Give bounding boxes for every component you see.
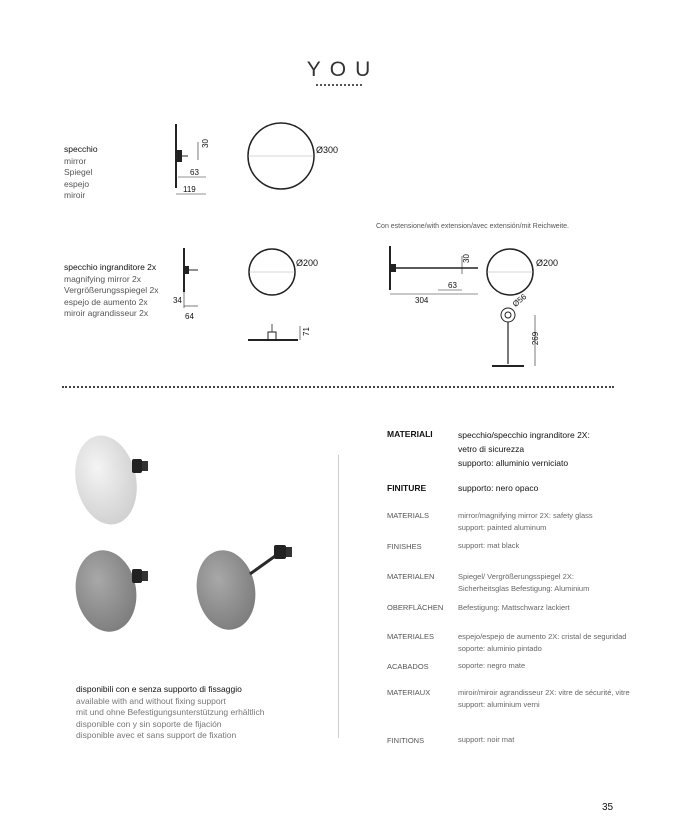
- dim-71: 71: [301, 327, 311, 336]
- availability-caption: [76, 684, 265, 742]
- ext-dim-304: 304: [415, 296, 429, 305]
- product-2-fr: miroir agrandisseur 2x: [64, 308, 149, 318]
- caption-de: mit und ohne Befestigungsunterstützung erhältlich: [76, 707, 265, 717]
- column-divider: [338, 455, 339, 738]
- spec-materiali-key: MATERIALI: [387, 429, 433, 439]
- spec-materialen-key: MATERIALEN: [387, 572, 435, 581]
- spec-materials-key: MATERIALS: [387, 511, 429, 520]
- spec-materials-line: support: painted aluminum: [458, 522, 547, 532]
- spec-finiture-key: FINITURE: [387, 483, 427, 493]
- spec-materiales-line: espejo/espejo de aumento 2X: cristal de seguridad: [458, 632, 627, 641]
- mirror-photo-white: [70, 432, 160, 532]
- magnifier-front-drawing: [248, 248, 298, 298]
- page-number: 35: [602, 802, 614, 813]
- spec-materiaux-key: MATERIAUX: [387, 688, 431, 697]
- dim-64: 64: [185, 312, 194, 321]
- spec-oberflachen-key: OBERFLÄCHEN: [387, 603, 444, 612]
- spec-materiaux-line: support: aluminium verni: [458, 699, 540, 709]
- mirror-front-drawing: [247, 122, 317, 192]
- extension-note: Con estensione/with extension/avec extensión/mit Reichweite.: [376, 223, 569, 230]
- dim-30: 30: [200, 139, 210, 148]
- spec-acabados-key: ACABADOS: [387, 662, 429, 671]
- section-divider: [62, 386, 614, 388]
- spec-finishes-value: support: mat black: [458, 541, 520, 550]
- spec-materials-line: mirror/magnifying mirror 2X: safety glass: [458, 511, 593, 520]
- dim-119: 119: [183, 185, 196, 194]
- mirror-photo-extension: [194, 538, 304, 633]
- product-1-labels: [64, 144, 98, 202]
- ext-dim-diameter-200: Ø200: [536, 258, 559, 268]
- spec-acabados-value: soporte: negro mate: [458, 661, 526, 670]
- product-1-de: Spiegel: [64, 167, 93, 177]
- spec-materiali-line: supporto: alluminio verniciato: [458, 458, 569, 468]
- product-2-de: Vergrößerungsspiegel 2x: [64, 285, 159, 295]
- dim-34: 34: [173, 296, 182, 305]
- spec-materialen-line: Sicherheitsglas Befestigung: Aluminium: [458, 583, 590, 593]
- title-underline: [316, 84, 362, 86]
- product-1-en: mirror: [64, 155, 87, 166]
- spec-oberflachen-value: Befestigung: Mattschwarz lackiert: [458, 603, 570, 612]
- spec-materiaux-line: miroir/miroir agrandisseur 2X: vitre de sécurité, vitre: [458, 688, 630, 697]
- spec-materiali-line: vetro di sicurezza: [458, 444, 525, 454]
- caption-it: disponibili con e senza supporto di fissaggio: [76, 684, 242, 694]
- ext-dim-30: 30: [461, 254, 471, 263]
- product-1-name: specchio: [64, 144, 98, 154]
- caption-es: disponible con y sin soporte de fijación: [76, 718, 222, 729]
- product-2-en: magnifying mirror 2x: [64, 273, 141, 284]
- mirror-photo-grey: [66, 547, 166, 637]
- spec-materiales-value: [458, 631, 626, 654]
- spec-materialen-line: Spiegel/ Vergrößerungsspiegel 2X:: [458, 572, 574, 581]
- product-2-labels: [64, 262, 159, 320]
- ext-dim-63: 63: [448, 281, 457, 290]
- spec-materiales-key: MATERIALES: [387, 632, 434, 641]
- magnifier-side-drawing: [176, 244, 216, 324]
- spec-materiali-value: [458, 428, 590, 470]
- caption-en: available with and without fixing support: [76, 695, 226, 706]
- product-2-es: espejo de aumento 2x: [64, 296, 148, 307]
- ext-dim-base: Ø56: [510, 292, 529, 309]
- spec-finitions-value: support: noir mat: [458, 735, 515, 744]
- spec-materialen-value: [458, 571, 589, 594]
- mirror-side-drawing: [168, 120, 228, 200]
- spec-finishes-key: FINISHES: [387, 542, 422, 551]
- product-1-es: espejo: [64, 178, 90, 189]
- spec-finiture-value: supporto: nero opaco: [458, 483, 539, 493]
- ext-dim-269: 269: [531, 331, 541, 346]
- product-1-fr: miroir: [64, 190, 86, 200]
- product-2-name: specchio ingranditore 2x: [64, 262, 157, 272]
- page-title: YOU: [306, 58, 380, 81]
- caption-fr: disponible avec et sans support de fixation: [76, 730, 237, 740]
- dim-diameter-200: Ø200: [296, 258, 319, 268]
- spec-materiaux-value: [458, 687, 630, 710]
- dim-diameter-300: Ø300: [316, 145, 339, 155]
- spec-materiales-line: soporte: aluminio pintado: [458, 643, 542, 653]
- spec-materiali-line: specchio/specchio ingranditore 2X:: [458, 430, 590, 440]
- extension-front-drawing: [486, 248, 536, 298]
- spec-finitions-key: FINITIONS: [387, 736, 425, 745]
- spec-materials-value: [458, 510, 593, 533]
- dim-63: 63: [190, 168, 199, 177]
